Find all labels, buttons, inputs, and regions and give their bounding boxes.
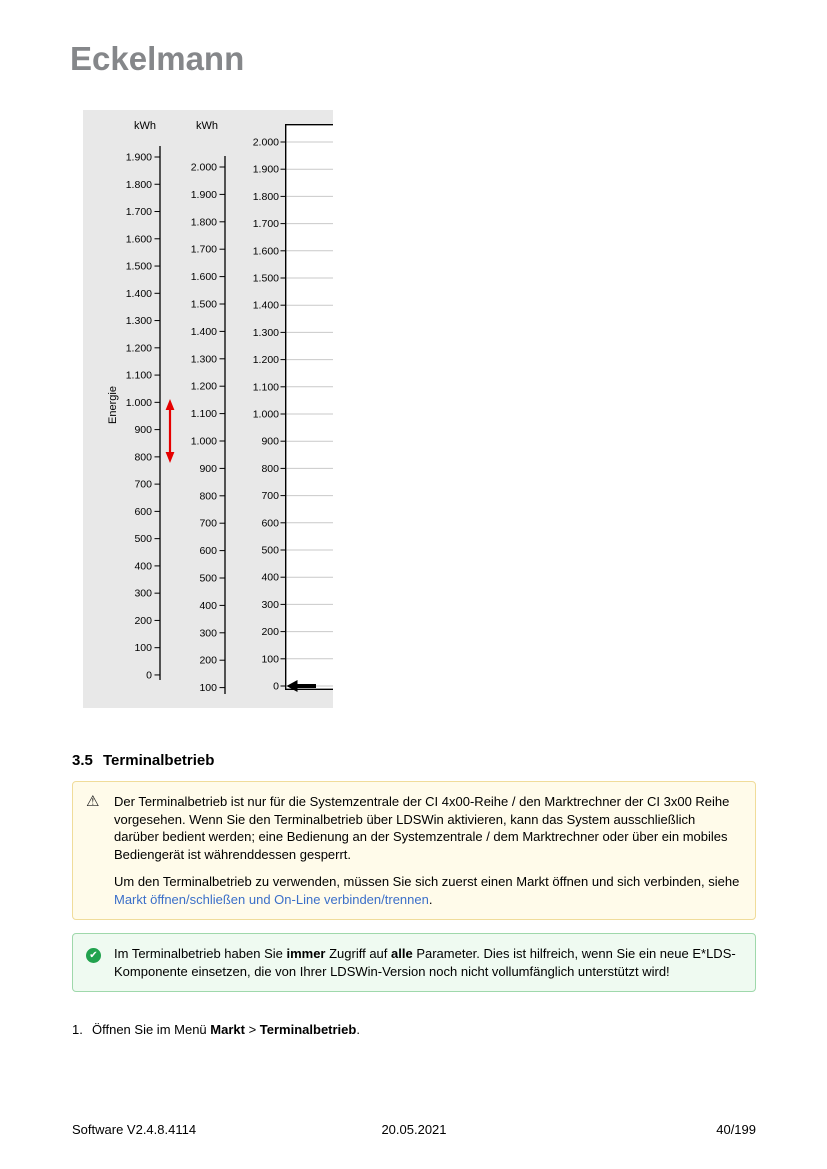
svg-text:1.800: 1.800 [252,190,279,203]
svg-text:500: 500 [199,572,217,585]
svg-text:2.000: 2.000 [252,136,279,149]
svg-text:700: 700 [199,517,217,530]
section-title: Terminalbetrieb [103,752,215,769]
svg-text:700: 700 [261,490,279,503]
success-text [114,945,742,980]
svg-text:500: 500 [134,533,152,546]
svg-text:800: 800 [199,490,217,503]
svg-text:1.000: 1.000 [125,396,152,409]
svg-text:1.200: 1.200 [190,380,217,393]
menu-terminalbetrieb-label: Terminalbetrieb [259,1022,357,1037]
warning-p2-suffix: . [428,891,433,907]
svg-text:100: 100 [134,642,152,655]
success-bold-alle: alle [391,946,413,962]
svg-text:1.200: 1.200 [125,342,152,355]
svg-text:kWh: kWh [134,120,156,132]
svg-text:1.600: 1.600 [190,271,217,284]
step-text-suffix: . [356,1022,360,1037]
svg-text:1.800: 1.800 [125,178,152,191]
svg-text:800: 800 [261,462,279,475]
svg-text:900: 900 [199,462,217,475]
svg-text:900: 900 [261,435,279,448]
warning-paragraph-1: Der Terminalbetrieb ist nur für die Systemzentrale der CI 4x00-Reihe / den Marktrechner der CI 3x00 Reihe vorgesehen. Wenn Sie den Terminalbetrieb über LDSWin aktivieren, kann das System ausschließlich darüber bedient werden; eine Bedienung an der Systemzentrale / dem Marktrechner oder über ein mobiles Bediengerät ist währenddessen gesperrt. [114,794,730,862]
svg-text:kWh: kWh [196,120,218,132]
footer-version: Software V2.4.8.4114 [72,1122,197,1137]
svg-text:1.600: 1.600 [252,245,279,258]
success-note [72,933,756,992]
svg-text:1.700: 1.700 [190,243,217,256]
svg-text:300: 300 [134,587,152,600]
svg-text:1.000: 1.000 [190,435,217,448]
svg-text:700: 700 [134,478,152,491]
svg-text:1.400: 1.400 [190,325,217,338]
page-footer [72,1122,756,1137]
svg-text:600: 600 [134,505,152,518]
eckelmann-logo: Eckelmann [70,40,245,77]
svg-text:1.600: 1.600 [125,233,152,246]
svg-text:1.100: 1.100 [252,381,279,394]
svg-text:0: 0 [146,669,152,682]
step-separator: > [244,1022,260,1037]
svg-text:1.400: 1.400 [252,299,279,312]
svg-text:400: 400 [134,560,152,573]
svg-text:1.700: 1.700 [252,218,279,231]
success-paragraph [114,945,742,980]
footer-date: 20.05.2021 [381,1122,447,1137]
svg-text:2.000: 2.000 [190,161,217,174]
svg-text:100: 100 [261,653,279,666]
svg-text:1.500: 1.500 [190,298,217,311]
svg-text:500: 500 [261,544,279,557]
success-prefix: Im Terminalbetrieb haben Sie [114,946,287,962]
svg-text:1.900: 1.900 [125,151,152,164]
warning-paragraph-2 [114,873,742,908]
svg-text:300: 300 [199,627,217,640]
svg-text:Energie: Energie [107,386,119,424]
success-bold-immer: immer [286,946,326,962]
svg-text:100: 100 [199,682,217,695]
warning-note [72,781,756,920]
check-icon-column [86,945,103,980]
section-heading [72,752,214,769]
svg-text:1.100: 1.100 [125,369,152,382]
section-number: 3.5 [72,752,93,769]
svg-text:800: 800 [134,451,152,464]
energy-scale-chart [83,110,333,708]
svg-text:400: 400 [199,599,217,612]
svg-text:1.300: 1.300 [252,326,279,339]
svg-text:200: 200 [199,654,217,667]
warning-icon-column [86,793,103,908]
svg-text:1.000: 1.000 [252,408,279,421]
step-item-1 [72,1022,360,1037]
step-number: 1. [72,1022,83,1037]
svg-text:1.100: 1.100 [190,408,217,421]
success-mid: Zugriff auf [325,946,392,962]
svg-text:1.800: 1.800 [190,216,217,229]
svg-text:1.900: 1.900 [190,188,217,201]
footer-page-number: 40/199 [716,1122,756,1137]
notes-area [72,781,756,992]
menu-markt-label: Markt [210,1022,245,1037]
svg-text:200: 200 [134,614,152,627]
check-icon: ✔ [86,948,101,963]
svg-text:1.200: 1.200 [252,354,279,367]
svg-text:600: 600 [261,517,279,530]
warning-p2-prefix: Um den Terminalbetrieb zu verwenden, müssen Sie sich zuerst einen Markt öffnen und sich verbinden, siehe [114,874,740,890]
energy-scale-figure [83,110,333,708]
svg-text:1.500: 1.500 [125,260,152,273]
svg-text:400: 400 [261,571,279,584]
svg-text:1.400: 1.400 [125,287,152,300]
warning-text [114,793,742,908]
svg-text:0: 0 [273,680,279,693]
svg-text:1.300: 1.300 [190,353,217,366]
svg-text:1.500: 1.500 [252,272,279,285]
svg-text:900: 900 [134,424,152,437]
svg-text:300: 300 [261,598,279,611]
svg-text:600: 600 [199,545,217,558]
markt-online-link[interactable]: Markt öffnen/schließen und On-Line verbinden/trennen [114,891,429,907]
svg-text:1.300: 1.300 [125,315,152,328]
svg-text:1.900: 1.900 [252,163,279,176]
svg-text:200: 200 [261,626,279,639]
step-text-prefix: Öffnen Sie im Menü [92,1022,211,1037]
svg-text:1.700: 1.700 [125,206,152,219]
success-suffix: Parameter. Dies ist hilfreich, wenn Sie ein neue E*LDS-Komponente einsetzen, die von Ihrer LDSWin-Version noch nicht vollumfänglich unterstützt wird! [114,946,736,979]
warning-icon: ⚠ [86,793,100,810]
